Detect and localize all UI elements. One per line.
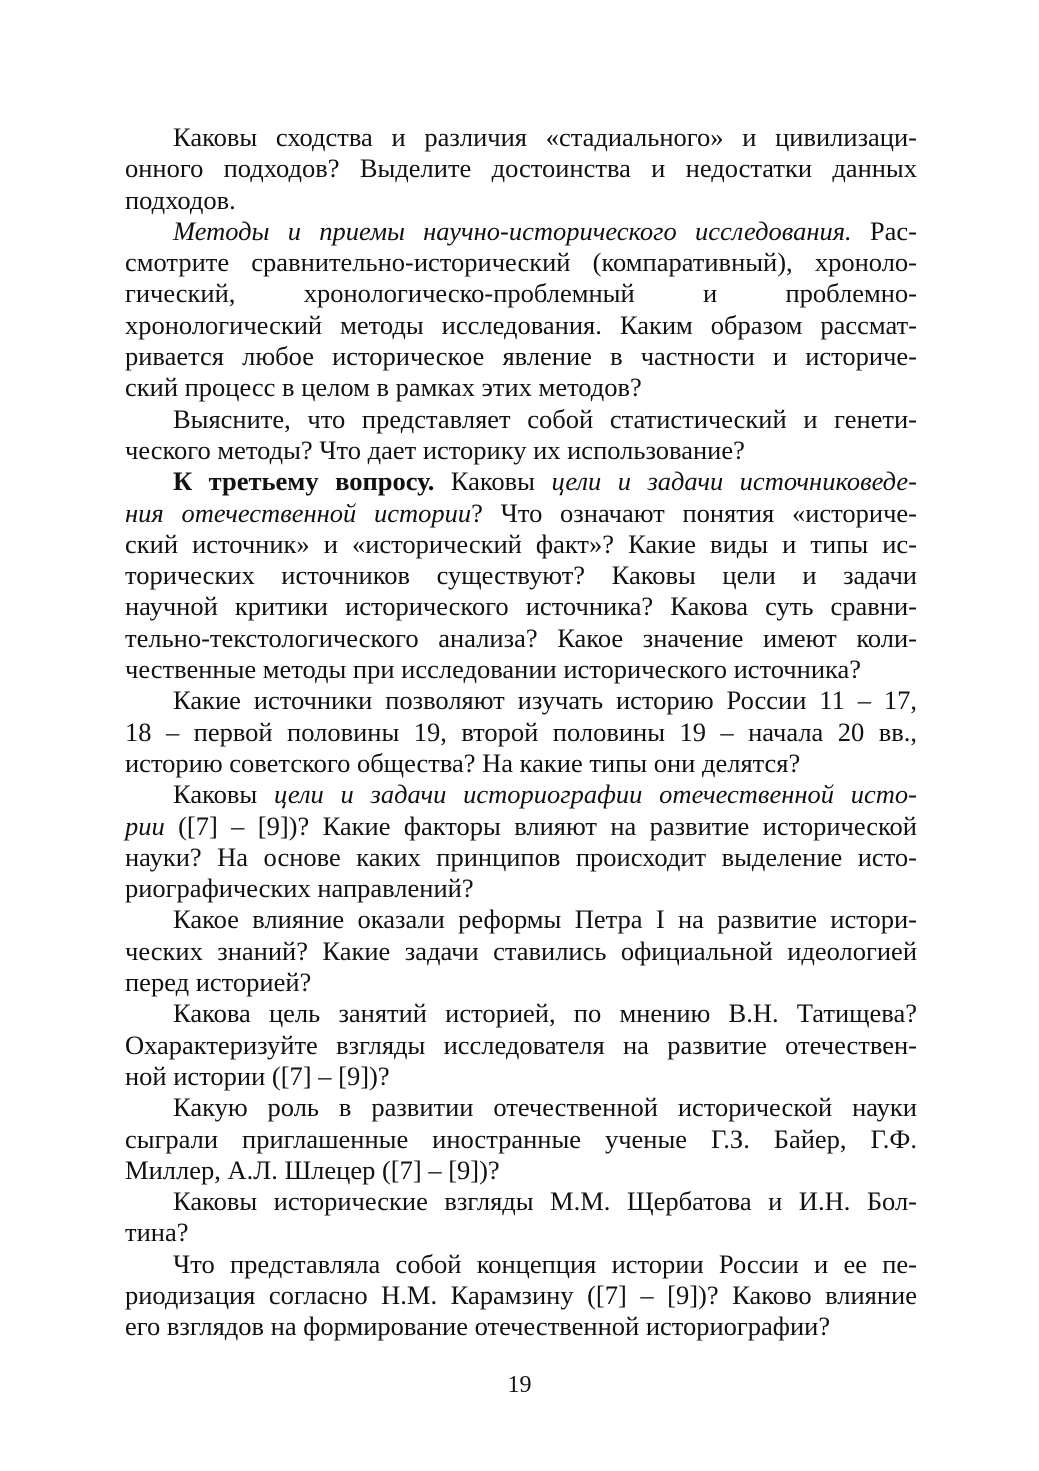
text-line bbox=[125, 372, 917, 403]
text-run: онного подходов? Выделите достоинства и недостатки данных bbox=[125, 153, 917, 184]
text-run: ский источник» и «исторический факт»? Какие виды и типы ис- bbox=[125, 528, 917, 559]
text-line bbox=[125, 967, 917, 998]
text-run: ной истории ([7] – [9])? bbox=[125, 1060, 390, 1091]
text-run: риографических направлений? bbox=[125, 873, 474, 904]
text-run: историю советского общества? На какие типы они делятся? bbox=[125, 747, 801, 778]
paragraph bbox=[125, 404, 917, 467]
text-line bbox=[125, 216, 917, 247]
italic-text: цели и задачи источниковеде- bbox=[551, 466, 917, 497]
text-line bbox=[125, 122, 917, 153]
text-run: чественные методы при исследовании исторического источника? bbox=[125, 654, 861, 685]
paragraph bbox=[125, 216, 917, 404]
text-run: Каковы сходства и различия «стадиального» и цивилизаци- bbox=[173, 122, 917, 152]
text-line bbox=[125, 936, 917, 967]
text-run: риодизация согласно Н.М. Карамзину ([7] – [9])? Каково влияние bbox=[125, 1279, 917, 1310]
text-run: гический, хронологическо-проблемный и проблемно- bbox=[125, 278, 917, 309]
text-line bbox=[125, 1030, 917, 1061]
text-run: Какое влияние оказали реформы Петра I на развитие истори- bbox=[173, 904, 917, 935]
text-run: научной критики исторического источника? Какова суть сравни- bbox=[125, 591, 917, 622]
text-line bbox=[125, 654, 917, 685]
text-run: тина? bbox=[125, 1217, 189, 1248]
text-run: смотрите сравнительно-исторический (компаративный), хроноло- bbox=[125, 247, 917, 278]
bold-text: К третьему вопросу. bbox=[173, 466, 435, 497]
text-run: торических источников существуют? Каковы цели и задачи bbox=[125, 560, 917, 591]
text-line bbox=[125, 811, 917, 842]
text-run: науки? На основе каких принципов происходит выделение исто- bbox=[125, 841, 917, 872]
text-line bbox=[125, 748, 917, 779]
text-line bbox=[125, 1280, 917, 1311]
text-line bbox=[125, 278, 917, 309]
text-run: хронологический методы исследования. Каким образом рассмат- bbox=[125, 309, 917, 340]
paragraph bbox=[125, 1249, 917, 1343]
text-line bbox=[125, 498, 917, 529]
italic-text: Методы и приемы научно-исторического исследования. bbox=[173, 215, 852, 246]
paragraph bbox=[125, 779, 917, 904]
text-line bbox=[125, 779, 917, 810]
paragraph bbox=[125, 1186, 917, 1249]
text-line bbox=[125, 404, 917, 435]
text-run: Что представляла собой концепция истории России и ее пе- bbox=[173, 1248, 917, 1279]
text-run: Охарактеризуйте взгляды исследователя на развитие отечествен- bbox=[125, 1029, 917, 1060]
text-line bbox=[125, 1124, 917, 1155]
paragraph bbox=[125, 466, 917, 685]
text-line bbox=[125, 1311, 917, 1342]
text-line bbox=[125, 247, 917, 278]
paragraph bbox=[125, 685, 917, 779]
text-run: ? Что означают понятия «историче- bbox=[471, 497, 917, 528]
text-run: Какова цель занятий историей, по мнению В.Н. Татищева? bbox=[173, 998, 917, 1029]
text-line bbox=[125, 873, 917, 904]
text-line bbox=[125, 153, 917, 184]
text-line bbox=[125, 1061, 917, 1092]
text-line bbox=[125, 904, 917, 935]
text-line bbox=[125, 717, 917, 748]
text-line bbox=[125, 1217, 917, 1248]
text-line bbox=[125, 560, 917, 591]
text-line bbox=[125, 842, 917, 873]
text-line bbox=[125, 310, 917, 341]
text-line bbox=[125, 685, 917, 716]
text-line bbox=[125, 1092, 917, 1123]
italic-text: цели и задачи историографии отечественной исто- bbox=[273, 779, 917, 810]
paragraph bbox=[125, 1092, 917, 1186]
text-run: Какие источники позволяют изучать историю России 11 – 17, bbox=[173, 685, 917, 716]
text-run: ческого методы? Что дает историку их использование? bbox=[125, 434, 745, 465]
text-line bbox=[125, 185, 917, 216]
text-line bbox=[125, 1155, 917, 1186]
text-line bbox=[125, 529, 917, 560]
page-number: 19 bbox=[507, 1372, 532, 1398]
text-line bbox=[125, 435, 917, 466]
text-run: Рас- bbox=[851, 215, 917, 246]
paragraph bbox=[125, 122, 917, 216]
text-line bbox=[125, 341, 917, 372]
text-line bbox=[125, 591, 917, 622]
text-run: Какую роль в развитии отечественной исторической науки bbox=[173, 1092, 917, 1123]
text-run: 18 – первой половины 19, второй половины 19 – начала 20 вв., bbox=[125, 716, 917, 747]
text-run: Каковы bbox=[173, 779, 274, 810]
text-line bbox=[125, 998, 917, 1029]
text-run: тельно-текстологического анализа? Какое значение имеют коли- bbox=[125, 622, 917, 653]
text-run: ский процесс в целом в рамках этих методов? bbox=[125, 372, 642, 403]
text-run: перед историей? bbox=[125, 967, 312, 998]
text-run: подходов. bbox=[125, 184, 236, 215]
paragraph bbox=[125, 998, 917, 1092]
paragraph bbox=[125, 904, 917, 998]
text-run: Каковы исторические взгляды М.М. Щербатова и И.Н. Бол- bbox=[173, 1186, 917, 1217]
text-run: ческих знаний? Какие задачи ставились официальной идеологией bbox=[125, 935, 917, 966]
text-run: сыграли приглашенные иностранные ученые Г.З. Байер, Г.Ф. bbox=[125, 1123, 917, 1154]
italic-text: рии bbox=[125, 810, 165, 841]
text-run: ривается любое историческое явление в частности и историче- bbox=[125, 341, 917, 372]
text-run: Миллер, А.Л. Шлецер ([7] – [9])? bbox=[125, 1154, 500, 1185]
italic-text: ния отечественной истории bbox=[125, 497, 472, 528]
text-line bbox=[125, 1186, 917, 1217]
page-body bbox=[125, 122, 917, 1343]
text-run: ([7] – [9])? Какие факторы влияют на развитие исторической bbox=[164, 810, 917, 841]
text-line bbox=[125, 466, 917, 497]
text-line bbox=[125, 1249, 917, 1280]
text-run: Каковы bbox=[434, 466, 552, 497]
text-run: Выясните, что представляет собой статистический и генети- bbox=[173, 403, 917, 434]
text-line bbox=[125, 623, 917, 654]
text-run: его взглядов на формирование отечественной историографии? bbox=[125, 1311, 831, 1342]
